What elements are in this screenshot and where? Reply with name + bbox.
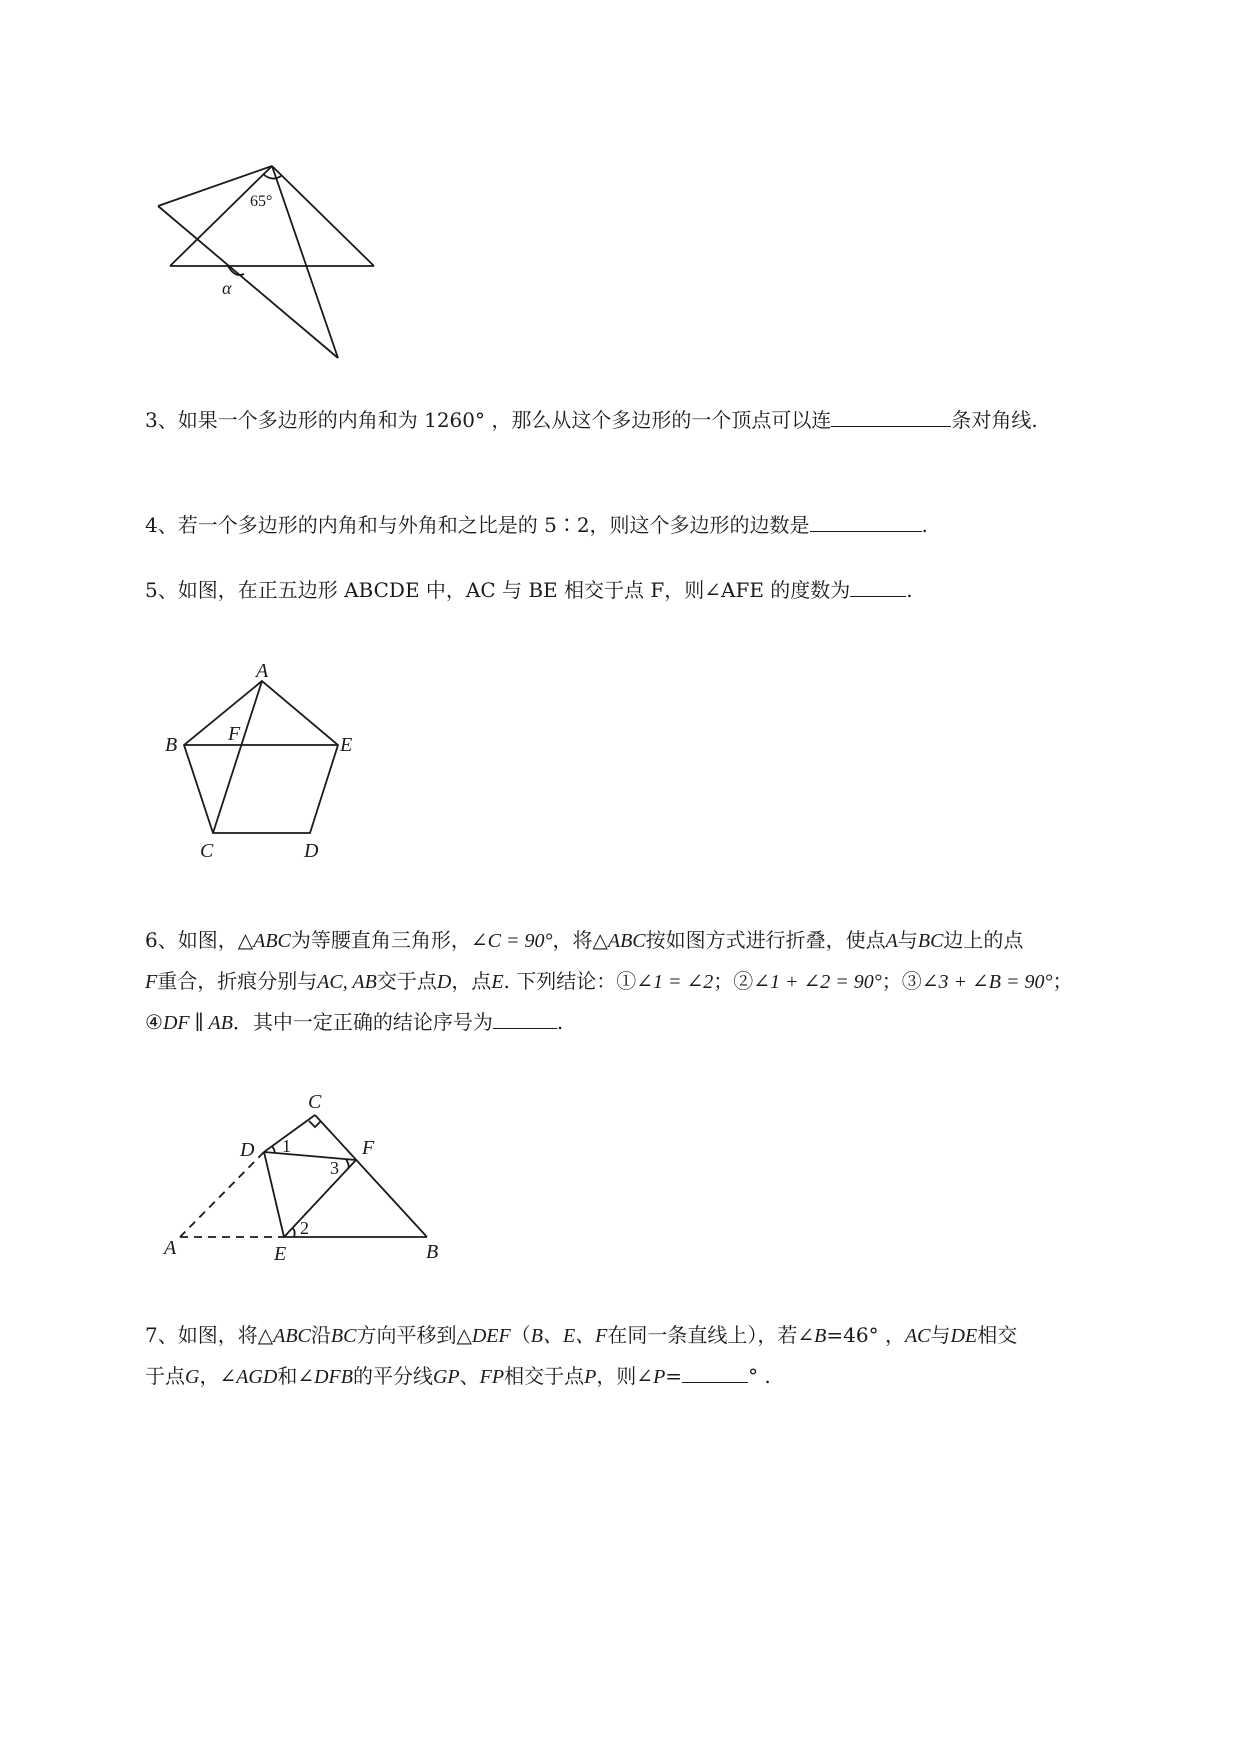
text-run: ；③ xyxy=(881,969,922,993)
text-run: 于点 xyxy=(145,1364,185,1388)
math-expr: DF ∥ AB xyxy=(162,1012,233,1034)
text-run: ，将 xyxy=(552,928,593,952)
text-run: 与 xyxy=(897,928,918,952)
math-expr: B、E、F xyxy=(530,1325,608,1347)
figure-1-svg xyxy=(150,160,390,360)
question-body: . xyxy=(906,578,913,602)
point-label-C: C xyxy=(200,840,214,862)
point-label-F: F xyxy=(228,723,241,745)
question-7 xyxy=(145,1315,1145,1397)
math-expr: B xyxy=(814,1325,827,1347)
text-run: 交于点 xyxy=(376,969,437,993)
text-run: ，∠ xyxy=(199,1364,237,1388)
math-expr: G xyxy=(185,1366,200,1388)
text-run: 为等腰直角三角形， xyxy=(290,928,471,952)
math-expr: ∠1 + ∠2 = 90° xyxy=(753,971,882,993)
question-6-line-2 xyxy=(145,961,1145,1002)
question-number: 4、 xyxy=(145,513,178,537)
figure-triangles-65 xyxy=(150,160,390,360)
point-label-D: D xyxy=(304,840,319,862)
text-run: 相交 xyxy=(977,1323,1018,1347)
math-expr: ∠1 = ∠2 xyxy=(636,971,714,993)
text-run: 如图， xyxy=(177,928,238,952)
segment xyxy=(272,166,374,266)
text-run: （ xyxy=(510,1323,531,1347)
question-body: 如果一个多边形的内角和为 1260° ，那么从这个多边形的一个顶点可以连 xyxy=(177,408,832,432)
question-4-text xyxy=(145,505,1145,545)
text-run: 和∠ xyxy=(277,1364,315,1388)
math-expr: DFB xyxy=(314,1366,353,1388)
text-run: . 下列结论：① xyxy=(503,969,637,993)
text-run: 的平分线 xyxy=(352,1364,433,1388)
question-6-line-1 xyxy=(145,920,1145,961)
text-run: ，点 xyxy=(451,969,492,993)
math-expr: P xyxy=(653,1366,666,1388)
point-label-A: A xyxy=(164,1237,177,1259)
text-run: 按如图方式进行折叠，使点 xyxy=(645,928,886,952)
segment-DE xyxy=(264,1152,284,1237)
text-run: . xyxy=(556,1010,564,1034)
question-6 xyxy=(145,920,1145,1043)
angle-label-2: 2 xyxy=(300,1218,309,1238)
text-run: ；② xyxy=(713,969,754,993)
point-label-B: B xyxy=(165,734,178,756)
math-expr: BC xyxy=(330,1325,357,1347)
figure-folded-triangle xyxy=(160,1090,460,1280)
question-6-line-3 xyxy=(145,1002,1145,1043)
text-run: 如图，将△ xyxy=(177,1323,274,1347)
math-expr: F xyxy=(145,971,158,993)
question-number: 5、 xyxy=(145,578,178,602)
angle-arc-2 xyxy=(292,1228,295,1237)
point-label-E: E xyxy=(340,734,353,756)
point-label-B: B xyxy=(426,1241,439,1263)
text-run: ； xyxy=(1052,969,1073,993)
text-run: =46° ， xyxy=(826,1323,905,1347)
math-expr: ∠C = 90° xyxy=(470,930,553,952)
point-label-D: D xyxy=(240,1139,255,1161)
math-expr: AC, AB xyxy=(317,971,377,993)
segment xyxy=(170,166,272,266)
question-5-text xyxy=(145,570,1145,610)
math-expr: FP xyxy=(479,1366,505,1388)
angle-arc-65 xyxy=(263,174,281,179)
text-run: 方向平移到△ xyxy=(356,1323,472,1347)
right-angle-mark xyxy=(309,1121,321,1127)
question-number: 6、 xyxy=(145,928,178,952)
answer-blank[interactable] xyxy=(810,507,922,532)
dashed-segment-DA xyxy=(180,1152,264,1237)
text-run: 与 xyxy=(930,1323,951,1347)
math-expr: AC xyxy=(904,1325,931,1347)
text-run: = xyxy=(665,1364,683,1388)
math-expr: △ABC xyxy=(592,930,646,952)
pentagon-outline xyxy=(184,681,338,833)
figure-2-svg xyxy=(160,660,380,865)
answer-blank[interactable] xyxy=(682,1358,748,1383)
angle-label-1: 1 xyxy=(282,1136,291,1156)
math-expr: BC xyxy=(917,930,944,952)
math-expr: DEF xyxy=(471,1325,511,1347)
text-run: 边上的点 xyxy=(943,928,1024,952)
answer-blank[interactable] xyxy=(831,402,951,427)
question-3 xyxy=(145,400,1145,440)
text-run: ，则∠ xyxy=(596,1364,654,1388)
point-label-C: C xyxy=(308,1091,322,1113)
math-expr: ∠3 + ∠B = 90° xyxy=(921,971,1053,993)
text-run: 沿 xyxy=(310,1323,331,1347)
question-body: 条对角线. xyxy=(951,408,1038,432)
question-3-text xyxy=(145,400,1145,440)
angle-label-alpha: α xyxy=(222,278,232,298)
math-expr: E xyxy=(491,971,504,993)
point-label-E: E xyxy=(274,1243,287,1265)
text-run: ° . xyxy=(748,1364,771,1388)
angle-arc-3 xyxy=(346,1159,349,1169)
angle-label-65: 65° xyxy=(250,193,273,210)
math-expr: AGD xyxy=(236,1366,278,1388)
math-expr: P xyxy=(584,1366,597,1388)
question-body: . xyxy=(921,513,928,537)
segment-EF xyxy=(284,1160,356,1237)
math-expr: GP xyxy=(432,1366,460,1388)
text-run: ④ xyxy=(145,1010,163,1034)
point-label-A: A xyxy=(256,660,269,682)
question-body: 若一个多边形的内角和与外角和之比是的 5∶2，则这个多边形的边数是 xyxy=(177,513,810,537)
math-expr: ABC xyxy=(273,1325,311,1347)
question-number: 3、 xyxy=(145,408,178,432)
question-number: 7、 xyxy=(145,1323,178,1347)
question-body: 如图，在正五边形 ABCDE 中，AC 与 BE 相交于点 F，则∠AFE 的度数为 xyxy=(177,578,851,602)
segment-DF xyxy=(264,1152,356,1160)
answer-blank[interactable] xyxy=(493,1004,557,1029)
text-run: 相交于点 xyxy=(504,1364,585,1388)
text-run: 、 xyxy=(459,1364,480,1388)
figure-3-svg xyxy=(160,1090,460,1280)
text-run: 重合，折痕分别与 xyxy=(157,969,318,993)
text-run: 在同一条直线上），若∠ xyxy=(607,1323,815,1347)
math-expr: △ABC xyxy=(237,930,291,952)
math-expr: DE xyxy=(950,1325,978,1347)
segment-AC xyxy=(213,681,262,833)
figure-pentagon xyxy=(160,660,380,865)
math-expr: A xyxy=(885,930,898,952)
math-expr: D xyxy=(436,971,452,993)
question-7-line-1 xyxy=(145,1315,1145,1356)
question-5 xyxy=(145,570,1145,610)
question-7-line-2 xyxy=(145,1356,1145,1397)
angle-label-3: 3 xyxy=(330,1158,339,1178)
text-run: ．其中一定正确的结论序号为 xyxy=(232,1010,493,1034)
answer-blank[interactable] xyxy=(850,572,906,597)
question-4 xyxy=(145,505,1145,545)
point-label-F: F xyxy=(362,1137,375,1159)
